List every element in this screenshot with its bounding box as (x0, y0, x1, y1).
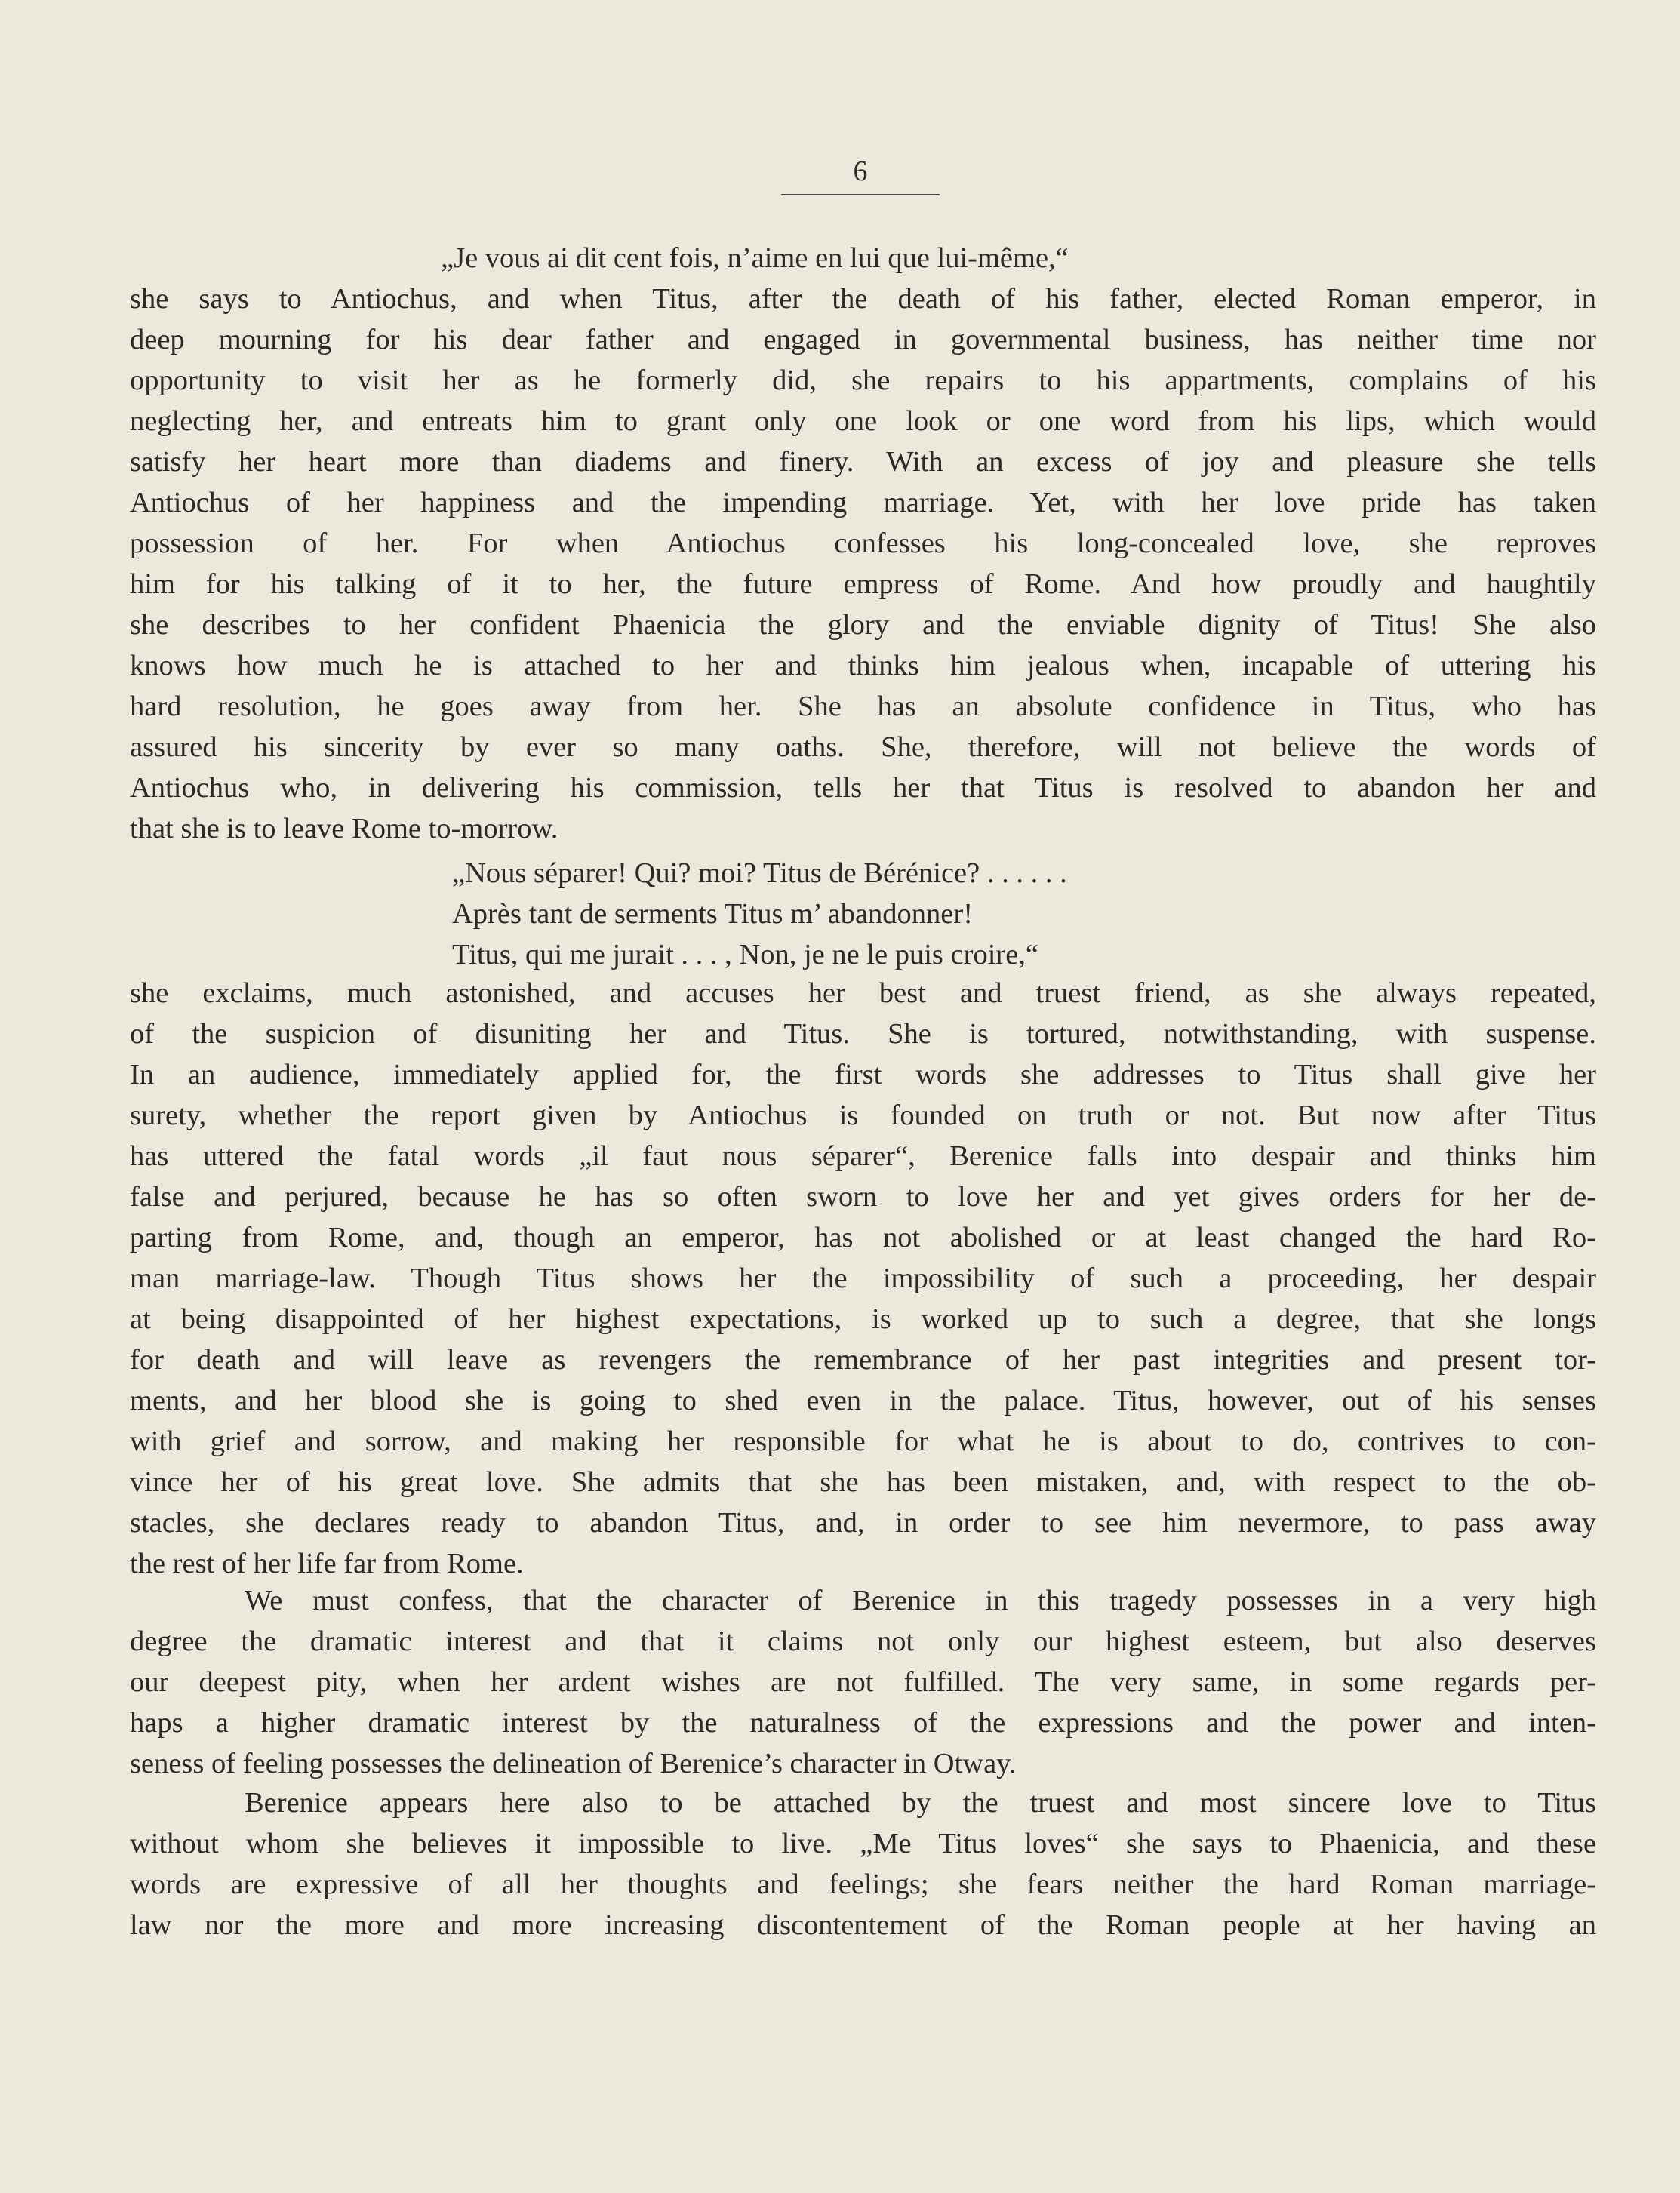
text-line: at being disappointed of her highest expectations, is worked up to such a degree, that she longs (130, 1303, 1596, 1335)
text-line: words are expressive of all her thoughts and feelings; she fears neither the hard Roman marriage- (130, 1869, 1596, 1900)
text-line: she describes to her confident Phaenicia the glory and the enviable dignity of Titus! She also (130, 609, 1596, 641)
text-line: satisfy her heart more than diadems and finery. With an excess of joy and pleasure she tells (130, 446, 1596, 478)
page-number-rule (781, 194, 940, 195)
text-line: „Je vous ai dit cent fois, n’aime en lui que lui-même,“ (441, 242, 1069, 274)
text-line: false and perjured, because he has so often sworn to love her and yet gives orders for her de- (130, 1181, 1596, 1213)
text-line: for death and will leave as revengers the remembrance of her past integrities and present tor- (130, 1344, 1596, 1376)
paragraph-4 (130, 1782, 1596, 1945)
verse-line: Après tant de serments Titus m’ abandonner! (452, 898, 974, 930)
text-line: ments, and her blood she is going to shed even in the palace. Titus, however, out of his senses (130, 1385, 1596, 1416)
paragraph-1 (130, 238, 1596, 849)
text-line: opportunity to visit her as he formerly did, she repairs to his appartments, complains of his (130, 364, 1596, 396)
text-line: stacles, she declares ready to abandon Titus, and, in order to see him nevermore, to pass away (130, 1507, 1596, 1539)
text-line: Antiochus who, in delivering his commission, tells her that Titus is resolved to abandon her and (130, 772, 1596, 804)
verse-quote (130, 853, 1596, 975)
text-line: law nor the more and more increasing discontentement of the Roman people at her having an (130, 1909, 1596, 1941)
text-line: deep mourning for his dear father and engaged in governmental business, has neither time nor (130, 324, 1596, 355)
verse-line: Titus, qui me jurait . . . , Non, je ne le puis croire,“ (452, 939, 1039, 970)
text-line: with grief and sorrow, and making her responsible for what he is about to do, contrives to con- (130, 1426, 1596, 1457)
text-line: seness of feeling possesses the delineation of Berenice’s character in Otway. (130, 1748, 1017, 1779)
text-line: assured his sincerity by ever so many oaths. She, therefore, will not believe the words of (130, 731, 1596, 763)
text-line: Berenice appears here also to be attached by the truest and most sincere love to Titus (245, 1787, 1596, 1819)
text-line: she says to Antiochus, and when Titus, after the death of his father, elected Roman emperor, in (130, 283, 1596, 315)
text-line: man marriage-law. Though Titus shows her the impossibility of such a proceeding, her despair (130, 1263, 1596, 1294)
text-line: degree the dramatic interest and that it claims not only our highest esteem, but also deserves (130, 1626, 1596, 1657)
text-line: knows how much he is attached to her and thinks him jealous when, incapable of uttering his (130, 650, 1596, 681)
text-line: him for his talking of it to her, the future empress of Rome. And how proudly and haughtily (130, 568, 1596, 600)
text-line: vince her of his great love. She admits that she has been mistaken, and, with respect to the ob- (130, 1466, 1596, 1498)
text-line: neglecting her, and entreats him to grant only one look or one word from his lips, which would (130, 405, 1596, 437)
text-line: without whom she believes it impossible to live. „Me Titus loves“ she says to Phaenicia, and these (130, 1828, 1596, 1859)
text-line: that she is to leave Rome to-morrow. (130, 813, 558, 844)
paragraph-3 (130, 1580, 1596, 1784)
text-line: surety, whether the report given by Antiochus is founded on truth or not. But now after Titus (130, 1100, 1596, 1131)
text-line: haps a higher dramatic interest by the naturalness of the expressions and the power and inten- (130, 1707, 1596, 1739)
text-line: In an audience, immediately applied for, the first words she addresses to Titus shall give her (130, 1059, 1596, 1090)
text-line: has uttered the fatal words „il faut nous séparer“, Berenice falls into despair and thinks him (130, 1140, 1596, 1172)
text-line: the rest of her life far from Rome. (130, 1548, 524, 1579)
text-line: she exclaims, much astonished, and accuses her best and truest friend, as she always repeated, (130, 977, 1596, 1009)
page-number: 6 (853, 155, 868, 187)
text-line: We must confess, that the character of Berenice in this tragedy possesses in a very high (245, 1585, 1596, 1616)
text-line: hard resolution, he goes away from her. She has an absolute confidence in Titus, who has (130, 691, 1596, 722)
verse-line: „Nous séparer! Qui? moi? Titus de Bérénice? . . . . . . (452, 857, 1067, 889)
text-line: of the suspicion of disuniting her and Titus. She is tortured, notwithstanding, with suspense. (130, 1018, 1596, 1050)
paragraph-2 (130, 973, 1596, 1584)
text-line: Antiochus of her happiness and the impending marriage. Yet, with her love pride has taken (130, 487, 1596, 518)
text-line: possession of her. For when Antiochus confesses his long-concealed love, she reproves (130, 527, 1596, 559)
text-line: parting from Rome, and, though an emperor, has not abolished or at least changed the hard Ro- (130, 1222, 1596, 1253)
text-line: our deepest pity, when her ardent wishes are not fulfilled. The very same, in some regards per- (130, 1666, 1596, 1698)
